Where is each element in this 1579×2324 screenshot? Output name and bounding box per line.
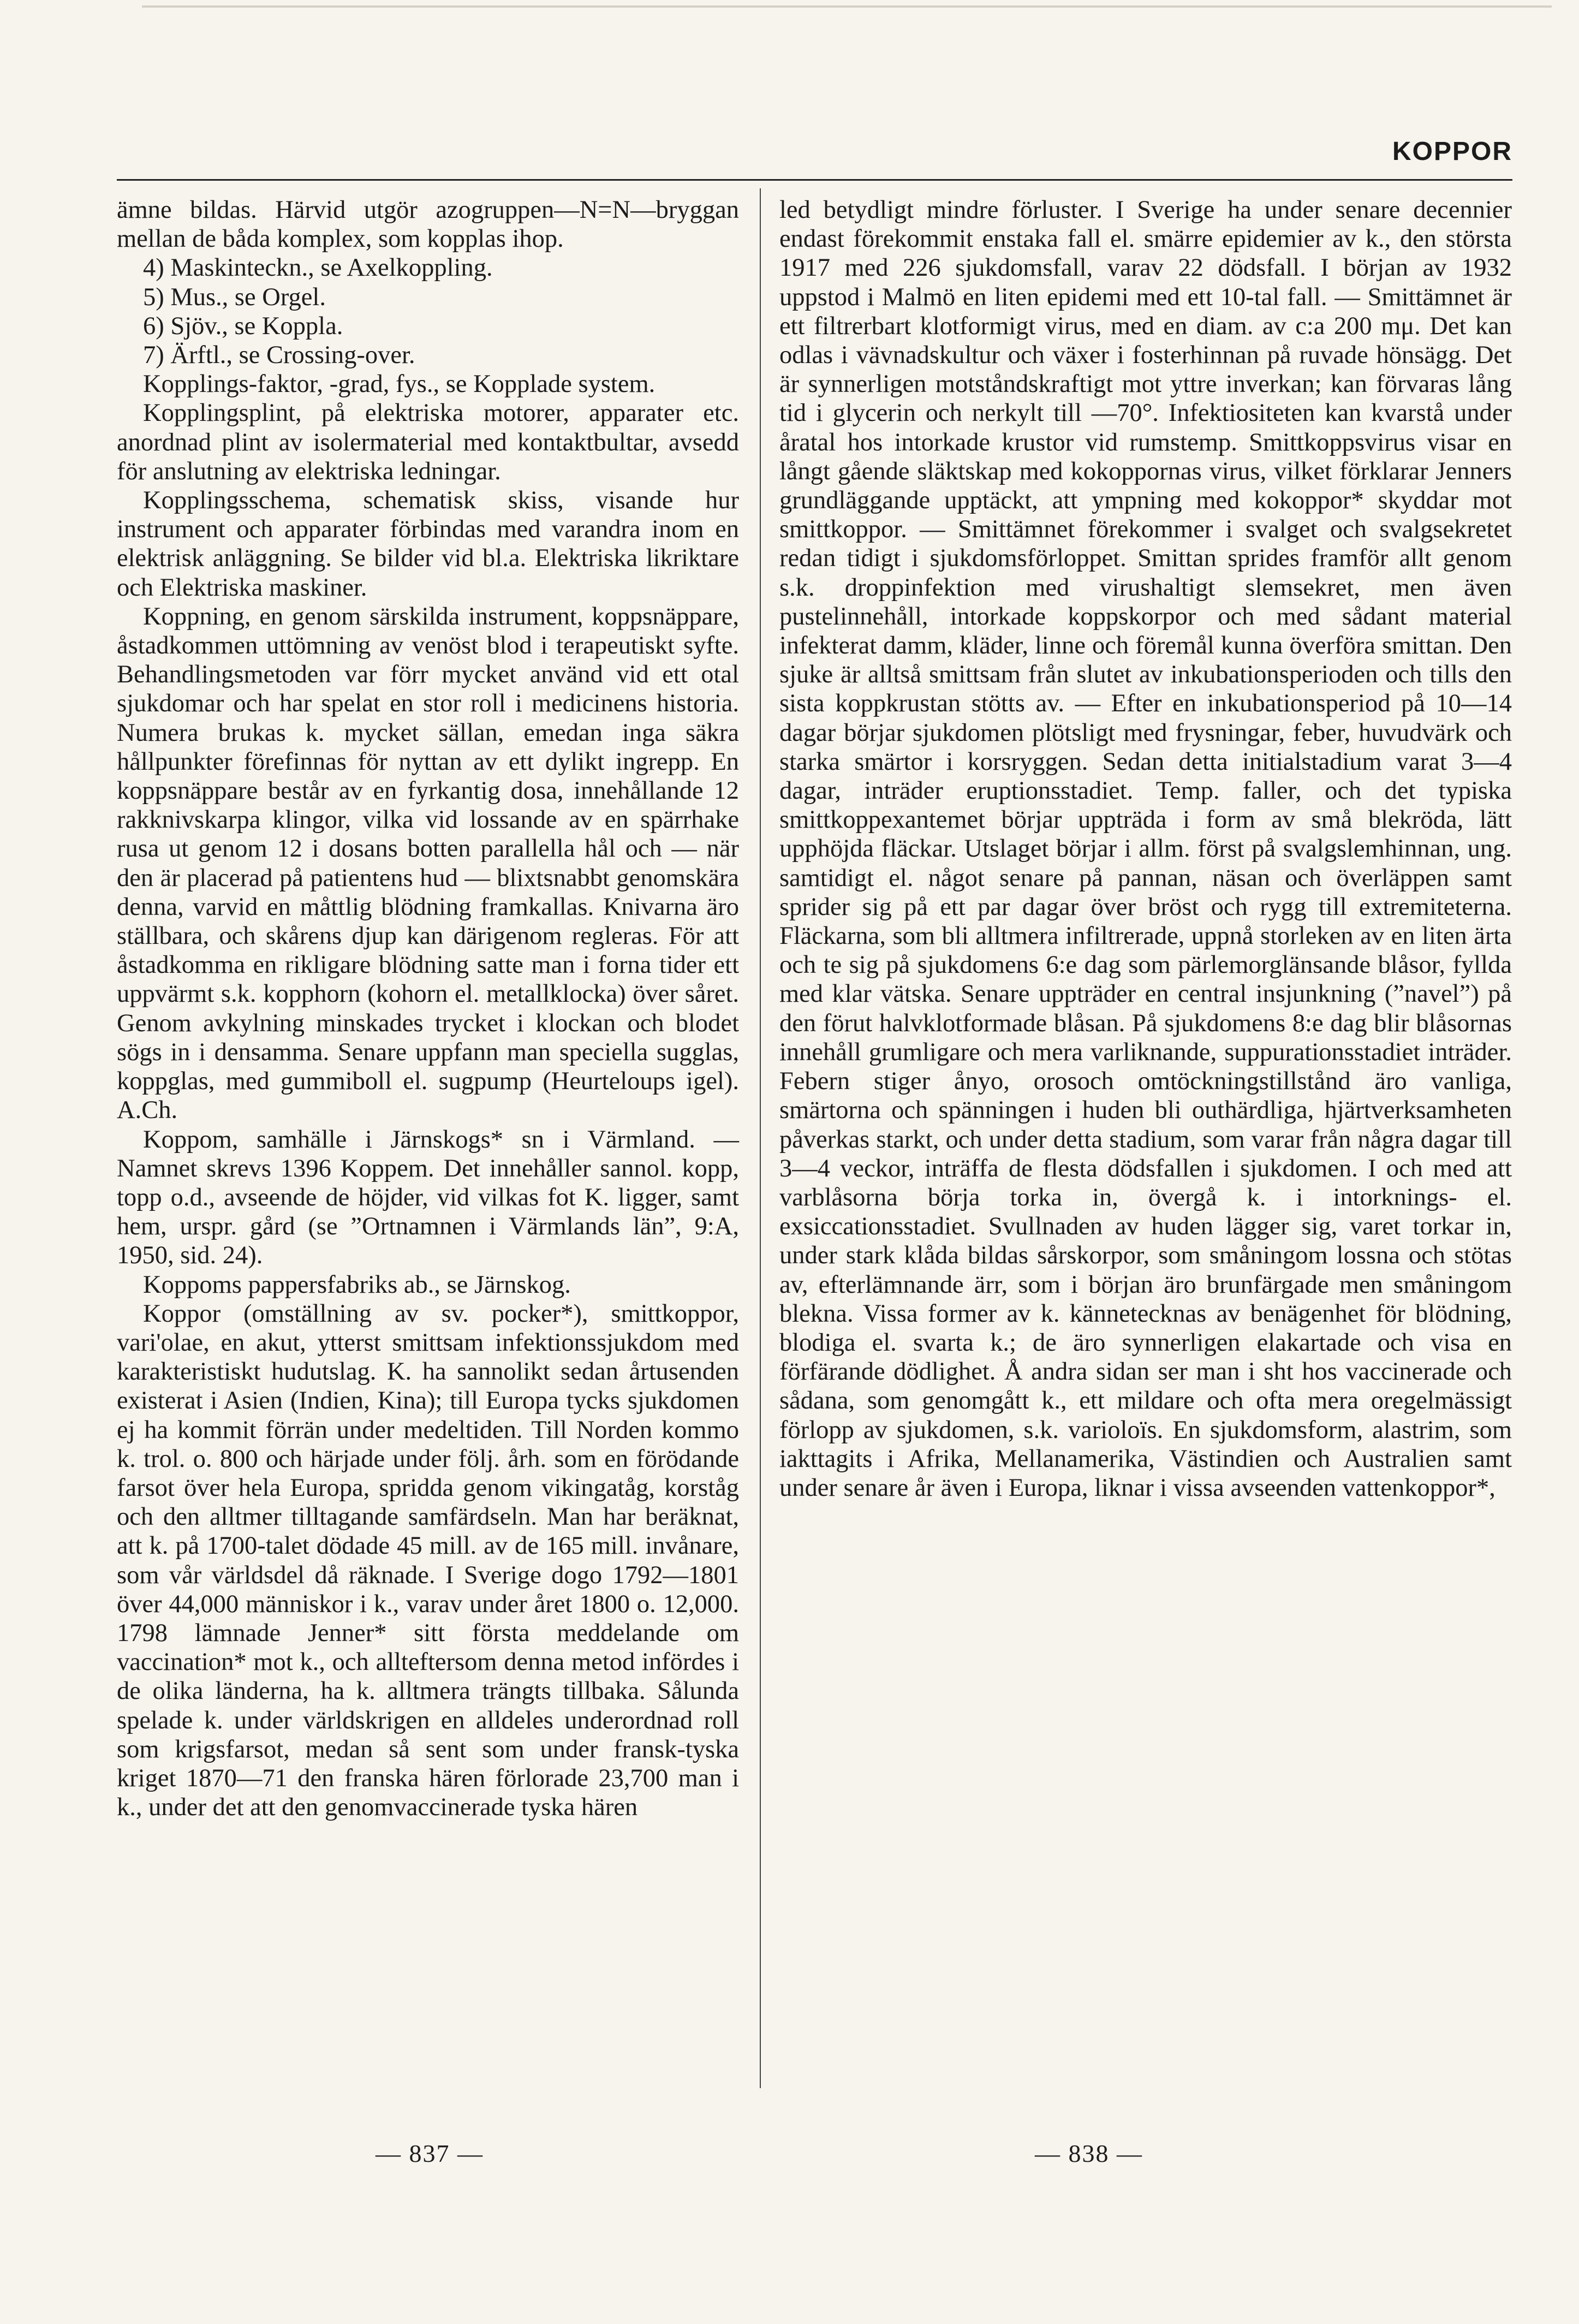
entry: Koppoms pappersfabriks ab., se Järnskog. — [143, 1270, 571, 1299]
paragraph: ämne bildas. Härvid utgör azogruppen—N=N—bryggan mellan de båda komplex, som kopplas ihop. — [117, 196, 739, 253]
scan-edge — [142, 5, 1552, 8]
page-number-right: — 838 — — [1035, 2139, 1143, 2167]
entry: Kopplings-faktor, -grad, fys., se Kopplade system. — [143, 370, 656, 399]
paragraph: led betydligt mindre förluster. I Sverige ha under senare decennier endast förekommit enstaka fall el. smärre epidemier av k., den största 1917 med 226 sjukdomsfall, varav 22 dödsfall. I början av 1932 uppstod i Malmö en liten epidemi med ett 10-tal fall. — Smittämnet är ett filtrerbart klotformigt virus, med en diam. av c:a 200 mμ. Det kan odlas i vävnadskultur och växer i fosterhinnan på ruvade hönsägg. Det är synnerligen motståndskraftigt mot yttre inverkan; kan förvaras lång tid i glycerin och nerkylt till —70°. Infektiositeten kan kvarstå under åratal hos intorkade krustor vid rumstemp. Smittkoppsvirus visar en långt gående släktskap med kokoppornas virus, vilket förklarar Jenners grundläggande upptäckt, att ympning med kokoppor* skyddar mot smittkoppor. — Smittämnet förekommer i svalget och svalgsekretet redan tidigt i sjukdomsförloppet. Smittan sprides framför allt genom s.k. droppinfektion med virushaltigt slemsekret, men även pustelinnehåll, intorkade koppskorpor och med sådant material infekterat damm, kläder, linne och föremål kunna överföra smittan. Den sjuke är alltså smittsam från slutet av inkubationsperioden och tills den sista koppkrustan stötts av. — Efter en inkubationsperiod på 10—14 dagar börjar sjukdomen plötsligt med frysningar, feber, huvudvärk och starka smärtor i korsryggen. Sedan detta initialstadium varat 3—4 dagar, inträder eruptionsstadiet. Temp. faller, och det typiska smittkoppexantemet börjar uppträda i form av små blekröda, lätt upphöjda fläckar. Utslaget börjar i allm. först på svalgslemhinnan, ung. samtidigt el. något senare på pannan, näsan och överläppen samt sprider sig på ett par dagar över bröst och rygg till extremiteterna. Fläckarna, som bli alltmera infiltrerade, uppnå storleken av en liten ärta och te sig på sjukdomens 6:e dag som pärlemorglänsande blåsor, fyllda med klar vätska. Senare uppträder en central insjunkning (”navel”) på den förut halvklotformade blåsan. På sjukdomens 8:e dag blir blåsornas innehåll grumligare och mera varliknande, suppurationsstadiet inträder. Febern stiger ånyo, orosoch omtöckningstillstånd äro vanliga, smärtorna och spänningen i huden bli outhärdliga, hjärtverksamheten påverkas starkt, och under detta stadium, som varar från några dagar till 3—4 veckor, inträffa de flesta dödsfallen i sjukdomen. I och med att varblåsorna börja torka in, övergå k. i intorknings- el. exsiccationsstadiet. Svullnaden av huden lägger sig, varet torkar in, under stark klåda bildas sårskorpor, som småningom lossna och stötas av, efterlämnande ärr, som i början äro brunfärgade men småningom blekna. Vissa former av k. kännetecknas av benägenhet för blödning, blodiga el. svarta k.; de äro synnerligen elakartade och visa en förfärande dödlighet. Å andra sidan ser man i sht hos vaccinerade och sådana, som genomgått k., ett mildare och ofta mera oregelmässigt förlopp av sjukdomen, s.k. varioloïs. En sjukdomsform, alastrim, som iakttagits i Afrika, Mellanamerika, Västindien och Australien samt under senare år även i Europa, liknar i vissa avseenden vattenkoppor*, — [779, 196, 1512, 1502]
page-number-left: — 837 — — [376, 2139, 484, 2167]
column-divider — [760, 188, 761, 2088]
entry: Koppor (omställning av sv. pocker*), smittkoppor, vari'olae, en akut, ytterst smittsam infektionssjukdom med karakteristiskt hudutslag. K. ha sannolikt sedan årtusenden existerat i Asien (Indien, Kina); till Europa tycks sjukdomen ej ha kommit förrän under medeltiden. Till Norden kommo k. trol. o. 800 och härjade under följ. årh. som en förödande farsot över hela Europa, spridda genom vikingatåg, korståg och den alltmer tilltagande samfärdseln. Man har beräknat, att k. på 1700-talet dödade 45 mill. av de 165 mill. invånare, som vår världsdel då räknade. I Sverige dogo 1792—1801 över 44,000 människor i k., varav under året 1800 o. 12,000. 1798 lämnade Jenner* sitt första meddelande om vaccination* mot k., och allteftersom denna metod infördes i de olika länderna, ha k. alltmera trängts tillbaka. Sålunda spelade k. under världskrigen en alldeles underordnad roll som krigsfarsot, medan så sent som under fransk-tyska kriget 1870—71 den franska hären förlorade 23,700 man i k., under det att den genomvaccinerade tyska hären — [117, 1299, 739, 1822]
paragraph: 7) Ärftl., se Crossing-over. — [143, 341, 415, 370]
entry: Koppning, en genom särskilda instrument, koppsnäppare, åstadkommen uttömning av venöst blod i terapeutiskt syfte. Behandlingsmetoden var förr mycket använd vid ett otal sjukdomar och har spelat en stor roll i medicinens historia. Numera brukas k. mycket sällan, emedan inga säkra hållpunkter förefinnas för nyttan av ett dylikt ingrepp. En koppsnäppare består av en fyrkantig dosa, innehållande 12 rakknivskarpa klingor, vilka vid lossande av en spärrhake rusa ut genom 12 i dosans botten parallella hål och — när den är placerad på patientens hud — blixtsnabbt genomskära denna, varvid en måttlig blödning framkallas. Knivarna äro ställbara, och skårens djup kan därigenom regleras. För att åstadkomma en rikligare blödning satte man i forna tider ett uppvärmt s.k. kopphorn (kohorn el. metallklocka) över såret. Genom avkylning minskades trycket i klockan och blodet sögs in i densamma. Senare uppfann man speciella sugglas, koppglas, med gummiboll el. sugpump (Heurteloups igel). A.Ch. — [117, 602, 739, 1125]
left-column — [117, 195, 739, 1822]
entry: Kopplingsschema, schematisk skiss, visande hur instrument och apparater förbindas med varandra inom en elektrisk anläggning. Se bilder vid bl.a. Elektriska likriktare och Elektriska maskiner. — [117, 486, 739, 602]
right-column — [779, 195, 1512, 1502]
paragraph: 5) Mus., se Orgel. — [143, 283, 326, 311]
running-header: KOPPOR — [1392, 137, 1512, 166]
paragraph: 6) Sjöv., se Koppla. — [143, 312, 343, 340]
entry: Kopplingsplint, på elektriska motorer, apparater etc. anordnad plint av isolermaterial med kontaktbultar, avsedd för anslutning av elektriska ledningar. — [117, 399, 739, 485]
entry: Koppom, samhälle i Järnskogs* sn i Värmland. — Namnet skrevs 1396 Koppem. Det innehåller sannol. kopp, topp o.d., avseende de höjder, vid vilkas fot K. ligger, samt hem, urspr. gård (se ”Ortnamnen i Värmlands län”, 9:A, 1950, sid. 24). — [117, 1125, 739, 1270]
paragraph: 4) Maskinteckn., se Axelkoppling. — [143, 254, 493, 282]
header-rule — [117, 179, 1512, 181]
